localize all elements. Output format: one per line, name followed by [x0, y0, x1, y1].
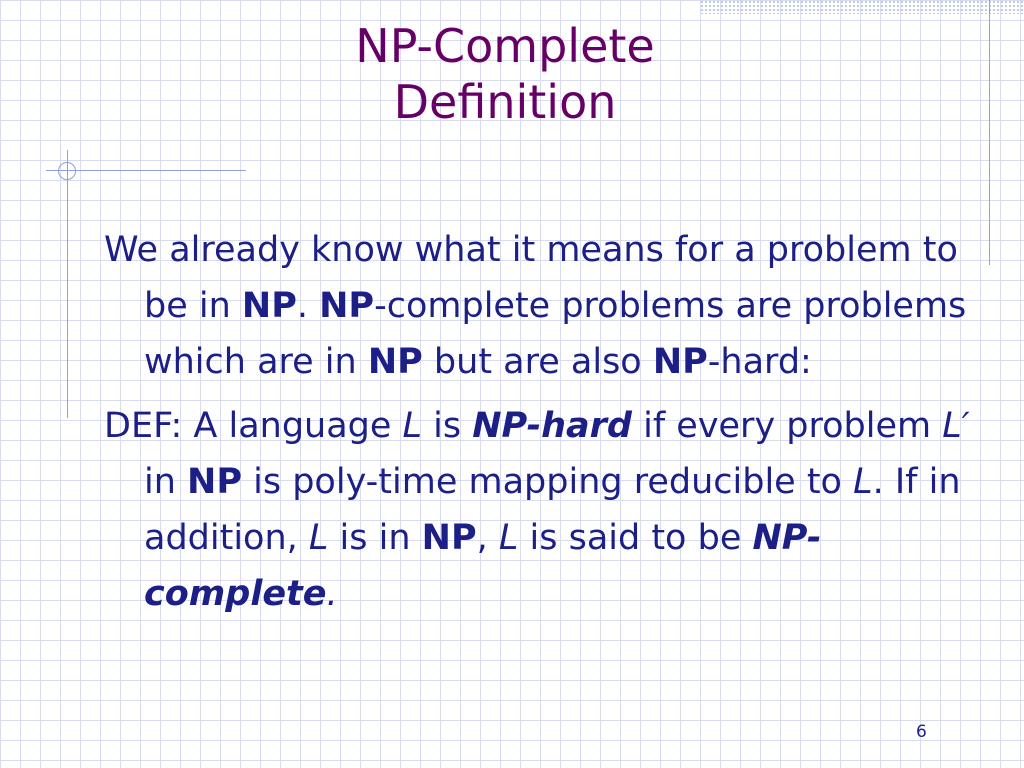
- np-term: NP: [421, 518, 477, 558]
- np-complete-term: NP-complete: [144, 518, 822, 614]
- text-run: but are also: [422, 342, 653, 382]
- slide-number: 6: [916, 722, 927, 742]
- text-run: -complete problems are problems which are in: [144, 286, 967, 382]
- np-term: NP: [367, 342, 423, 382]
- paragraph-definition: [104, 398, 984, 622]
- slide-body: [104, 222, 984, 630]
- left-horizontal-rule: [46, 170, 246, 171]
- paragraph-intro: [104, 222, 984, 390]
- text-run: is said to be: [518, 518, 753, 558]
- title-line-1: NP-Complete: [355, 19, 655, 73]
- np-hard-term: NP-hard: [472, 406, 632, 446]
- text-run: .: [326, 574, 338, 614]
- text-run: . If in addition,: [144, 462, 961, 558]
- language-symbol: L: [853, 462, 873, 502]
- ring-ornament: [58, 162, 76, 180]
- text-run: is: [422, 406, 473, 446]
- text-run: -hard:: [707, 342, 812, 382]
- language-symbol: L: [308, 518, 329, 558]
- right-vertical-rule: [989, 0, 990, 265]
- left-vertical-rule: [67, 150, 68, 418]
- np-term: NP: [319, 286, 375, 326]
- language-symbol: L: [402, 406, 423, 446]
- text-run: We already know what it means for a problem to be in: [104, 230, 958, 326]
- text-run: if every problem: [631, 406, 943, 446]
- language-prime-symbol: L′: [942, 406, 970, 446]
- slide-title: [250, 18, 760, 130]
- np-term: NP: [187, 462, 242, 502]
- np-term: NP: [241, 286, 297, 326]
- text-run: ,: [476, 518, 499, 558]
- title-line-2: Definition: [393, 75, 617, 129]
- text-run: is poly-time mapping reducible to: [242, 462, 854, 502]
- text-run: .: [296, 286, 320, 326]
- text-run: DEF: A language: [104, 406, 403, 446]
- top-dotted-band: [700, 0, 1024, 14]
- np-term: NP: [652, 342, 708, 382]
- text-run: is in: [328, 518, 422, 558]
- language-symbol: L: [498, 518, 519, 558]
- text-run: in: [144, 462, 188, 502]
